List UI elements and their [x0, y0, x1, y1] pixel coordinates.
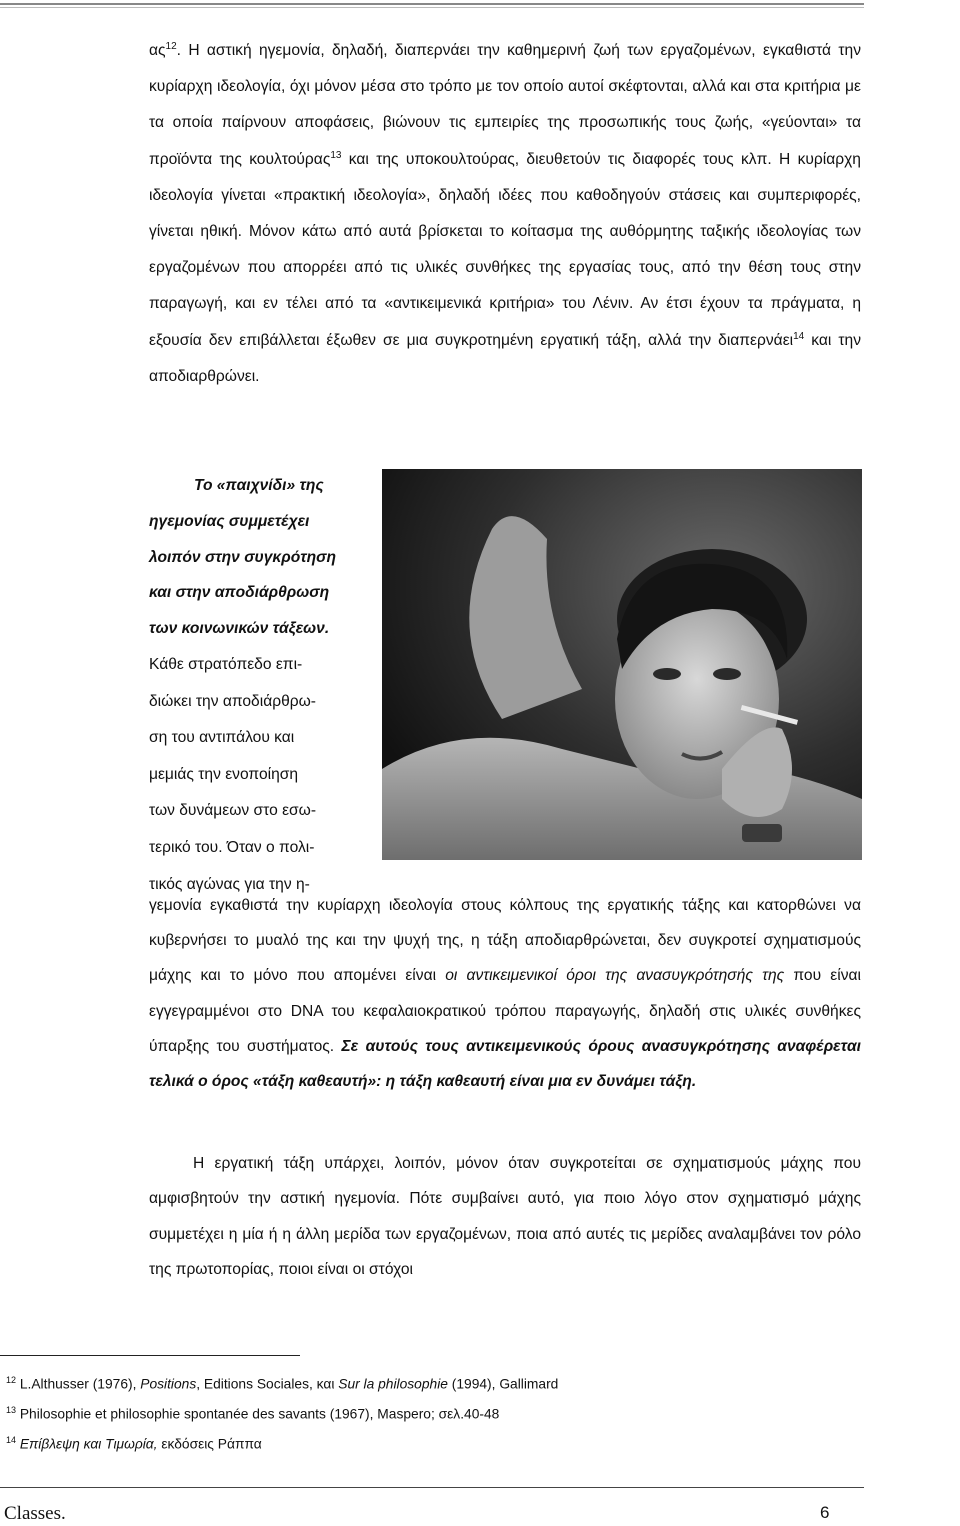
footnote-number: 13: [6, 1405, 17, 1415]
sidebar-text-line: των δυνάμεων στο εσω-: [149, 802, 317, 820]
footnote-number: 12: [6, 1375, 17, 1385]
sidebar-emphasis-line: λοιπόν στην συγκρότηση: [149, 548, 336, 566]
paragraph-1: [149, 33, 861, 395]
footnote-text: Philosophie et philosophie spontanée des savants (1967), Maspero; σελ.40-48: [16, 1406, 500, 1422]
para2-italic: οι αντικειμενικοί όροι της ανασυγκρότησής της: [445, 967, 785, 985]
para2-text-a: γεμονία εγκαθιστά την κυρίαρχη ιδεολογία στους κόλπους της εργατικής τάξης και κατορθώνει να κυβερνήσει το μυαλό της και την ψυχή της, η τάξη αποδιαρθρώνεται, δεν συγκροτεί σχηματισμούς μάχης και το μόνο που απομένει είναι: [149, 897, 861, 985]
para1-text-c: και την αποδιαρθρώνει.: [149, 331, 861, 385]
para1-text-b: και της υποκουλτούρας, διευθετούν τις διαφορές τους κλπ. Η κυρίαρχη ιδεολογία γίνεται «πρακτική ιδεολογία», δηλαδή ιδέες που καθοδηγούν στάσεις και συμπεριφορές, γίνεται ηθική. Μόνον κάτω από αυτά βρίσκεται το κοίτασμα της αυθόρμητης ταξικής ιδεολογίας των εργαζομένων που απορρέει από τις υλικές συνθήκες της εργασίας τους, από την θέση τους στην παραγωγή, και εν τέλει από τα «αντικειμενικά κριτήρια» του Λένιν. Αν έτσι έχουν τα πράγματα, η εξουσία δεν επιβάλλεται έξωθεν σε μια συγκροτημένη εργατική τάξη, αλλά την διαπερνάει: [149, 150, 861, 349]
sidebar-emphasis-line: των κοινωνικών τάξεων.: [149, 620, 330, 638]
sidebar-text-line: τερικό του. Όταν ο πολι-: [149, 838, 315, 856]
portrait-photo: [382, 469, 862, 860]
sidebar-emphasis-line: ηγεμονίας συμμετέχει: [149, 512, 310, 530]
sidebar-text-line: Κάθε στρατόπεδο επι-: [149, 656, 303, 673]
sidebar-emphasis-line: και στην αποδιάρθρωση: [149, 584, 330, 602]
para2-text-b: που είναι εγγεγραμμένοι στο DNA του κεφαλαιοκρατικού τρόπου παραγωγής, δηλαδή στις υλικές συνθήκες ύπαρξης του συστήματος.: [149, 967, 861, 1055]
portrait-photo-drawing: [382, 469, 862, 860]
footnote-text: , Editions Sociales, και: [196, 1376, 339, 1392]
sidebar-emphasis-line: Το «παιχνίδι» της: [194, 477, 324, 494]
sidebar-text-line: ση του αντιπάλου και: [149, 729, 295, 747]
paragraph-3: Η εργατική τάξη υπάρχει, λοιπόν, μόνον όταν συγκροτείται σε σχηματισμούς μάχης που αμφισβητούν την αστική ηγεμονία. Πότε συμβαίνει αυτό, για ποιο λόγο στον σχηματισμό μάχης συμμετέχει η μία ή η άλλη μερίδα των εργαζομένων, ποια από αυτές τις μερίδες αναλαμβάνει τον ρόλο της πρωτοπορίας, ποιοι είναι οι στόχοι: [149, 1155, 861, 1279]
footnote-ref-13[interactable]: 13: [330, 149, 342, 161]
page-number: 6: [820, 1503, 830, 1522]
footnote-12: [6, 1375, 558, 1392]
sidebar-emphasis: [149, 468, 379, 647]
para1-prefix: ας: [149, 42, 166, 59]
footnote-number: 14: [6, 1435, 17, 1445]
footer-rule: [0, 1487, 864, 1488]
sidebar-text-line: τικός αγώνας για την η-: [149, 875, 310, 893]
footnote-ref-14[interactable]: 14: [793, 330, 805, 342]
top-rule: [0, 3, 864, 5]
top-rule-thin: [0, 7, 864, 8]
sidebar-text: [149, 647, 379, 903]
footnote-14: [6, 1435, 262, 1452]
footnote-title: Sur la philosophie: [338, 1376, 448, 1392]
para1-text-a: . Η αστική ηγεμονία, δηλαδή, διαπερνάει την καθημερινή ζωή των εργαζομένων, εγκαθιστά την κυρίαρχη ιδεολογία, όχι μόνον μέσα στο τρόπο με τον οποίο αυτοί σκέφτονται, αλλά και στα κριτήρια με τα οποία παίρνουν αποφάσεις, βιώνουν τις εμπειρίες της προσωπικής τους ζωής, «γεύονται» τα προϊόντα της κουλτούρας: [149, 42, 861, 168]
footnote-ref-12[interactable]: 12: [165, 40, 177, 52]
paragraph-2: [149, 888, 861, 1099]
footnote-13: [6, 1405, 499, 1422]
footnote-separator: [0, 1355, 300, 1356]
footnote-title: Επίβλεψη και Τιμωρία,: [19, 1436, 158, 1452]
footer-publication-name: Classes.: [4, 1503, 66, 1524]
footnote-text: L.Althusser (1976),: [16, 1376, 141, 1392]
footnote-title: Positions: [140, 1376, 197, 1392]
sidebar-text-line: διώκει την αποδιάρθρω-: [149, 692, 316, 710]
para2-bold-italic: Σε αυτούς τους αντικειμενικούς όρους ανασυγκρότησης αναφέρεται τελικά ο όρος «τάξη καθεαυτή»: η τάξη καθεαυτή είναι μια εν δυνάμει τάξη.: [149, 1037, 861, 1091]
sidebar-text-line: μεμιάς την ενοποίηση: [149, 765, 299, 783]
footnote-text: (1994), Gallimard: [447, 1376, 559, 1392]
footnote-text: εκδόσεις Ράππα: [157, 1436, 262, 1452]
